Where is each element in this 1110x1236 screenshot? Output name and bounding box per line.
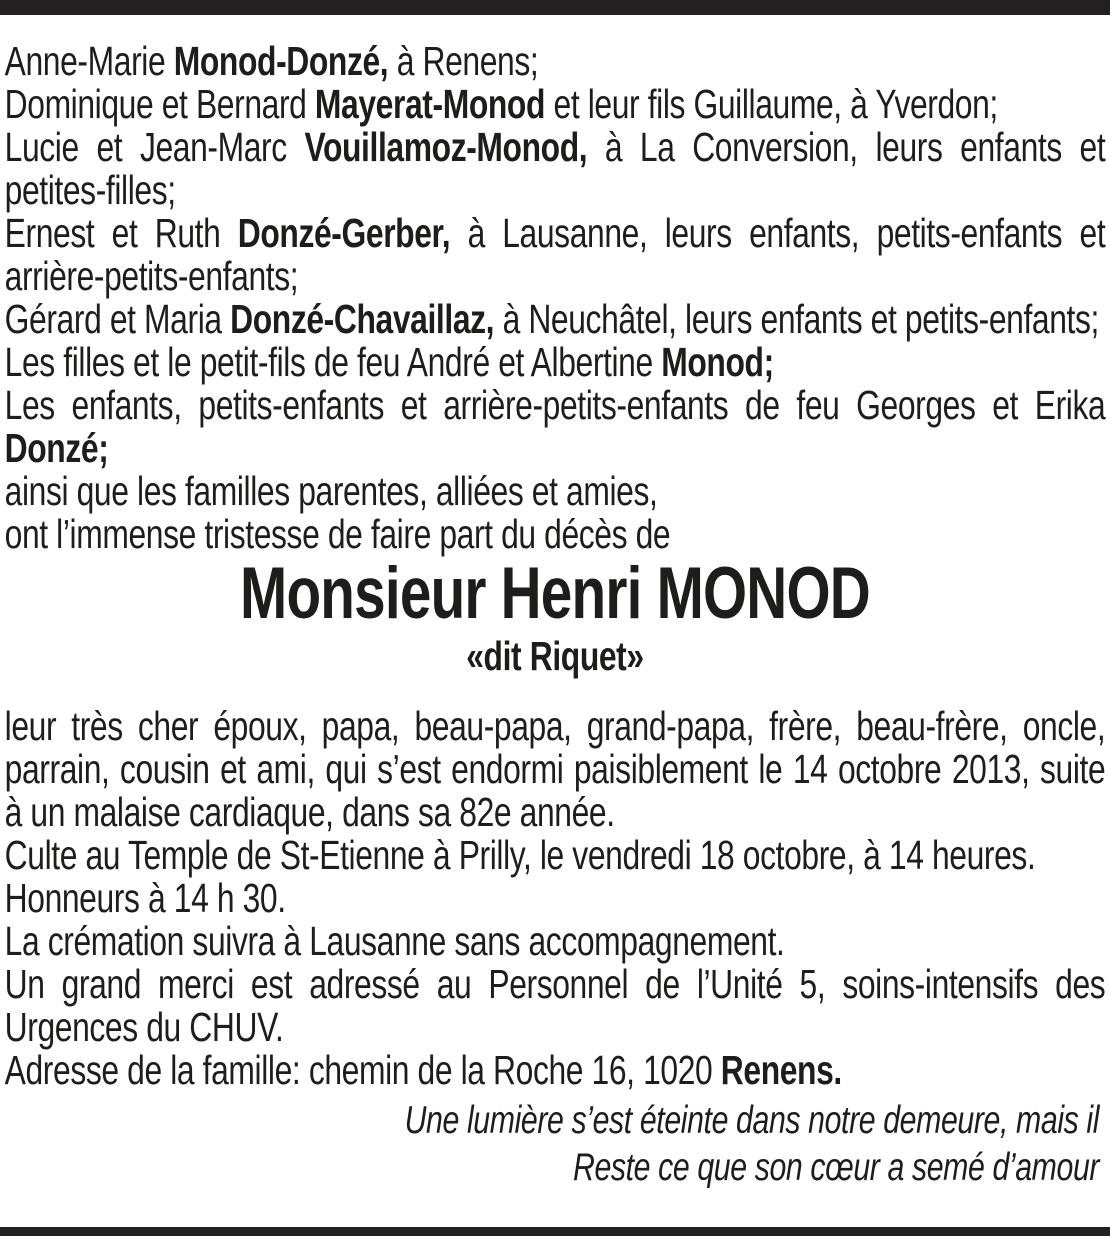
family-address-paragraph: Adresse de la famille: chemin de la Roche 16, 1020 Renens. — [4, 1047, 842, 1093]
family-entry: Les enfants, petits-enfants et arrière-petits-enfants de feu Georges et Erika Donzé; — [4, 382, 1106, 471]
honors-paragraph: Honneurs à 14 h 30. — [4, 875, 286, 921]
family-announcement-list — [5, 40, 1106, 556]
verse-line: Une lumière s’est éteinte dans notre demeure, mais il — [404, 1099, 1100, 1142]
family-entry: Lucie et Jean-Marc Vouillamoz-Monod, à La Conversion, leurs enfants et petites-filles; — [4, 124, 1106, 213]
family-entry: Ernest et Ruth Donzé-Gerber, à Lausanne, leurs enfants, petits-enfants et arrière-petits-enfants; — [4, 210, 1106, 299]
notice-content — [0, 15, 1110, 1191]
service-paragraph: Culte au Temple de St-Etienne à Prilly, le vendredi 18 octobre, à 14 heures. — [4, 832, 1036, 878]
family-entry: ainsi que les familles parentes, alliées et amies, — [4, 468, 658, 514]
nickname-subtitle: «dit Riquet» — [466, 633, 644, 679]
family-entry: Anne-Marie Monod-Donzé, à Renens; — [4, 38, 539, 84]
announcement-lead-in: ont l’immense tristesse de faire part du décès de — [4, 511, 671, 557]
family-entry: Les filles et le petit-fils de feu André et Albertine Monod; — [4, 339, 774, 385]
tribute-paragraph: leur très cher époux, papa, beau-papa, grand-papa, frère, beau-frère, oncle, parrain, cousin et ami, qui s’est endormi paisiblement le 14 octobre 2013, suite à un malaise cardiaque, dans sa 82e année. — [4, 703, 1106, 835]
memorial-verse — [5, 1097, 1106, 1191]
bottom-border-rule — [0, 1227, 1110, 1236]
notice-body — [5, 705, 1106, 1092]
verse-line: Reste ce que son cœur a semé d’amour — [572, 1146, 1100, 1189]
thanks-paragraph: Un grand merci est adressé au Personnel de l’Unité 5, soins-intensifs des Urgences du CHUV. — [4, 961, 1106, 1050]
top-border-rule — [0, 0, 1110, 15]
family-entry: Gérard et Maria Donzé-Chavaillaz, à Neuchâtel, leurs enfants et petits-enfants; — [4, 296, 1099, 342]
cremation-paragraph: La crémation suivra à Lausanne sans accompagnement. — [4, 918, 785, 964]
family-entry: Dominique et Bernard Mayerat-Monod et leur fils Guillaume, à Yverdon; — [4, 81, 998, 127]
deceased-name-title: Monsieur Henri MONOD — [240, 553, 870, 634]
